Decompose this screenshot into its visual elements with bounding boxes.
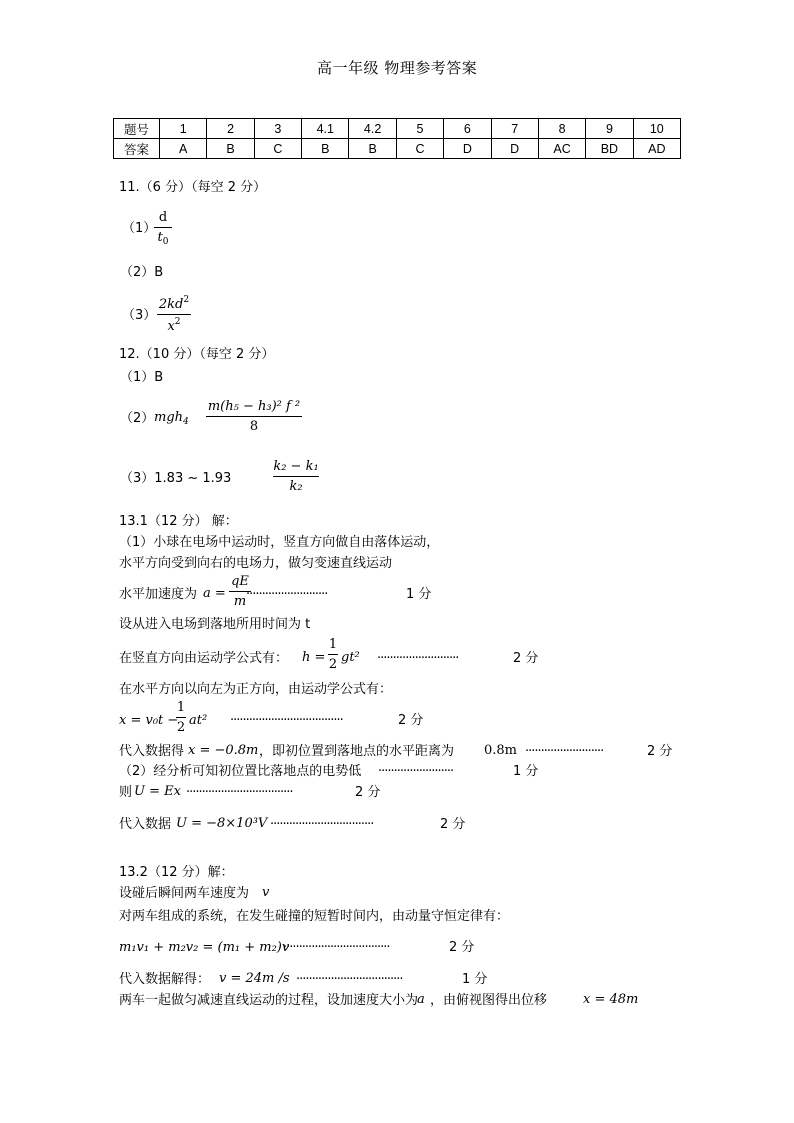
- table-cell: 9: [586, 119, 633, 139]
- leader-dots: ··································: [186, 785, 293, 800]
- q11-part1-label: （1）: [122, 221, 157, 236]
- table-cell: AC: [538, 139, 585, 159]
- table-header-cell: 答案: [114, 139, 160, 159]
- q13-2-heading: 13.2（12 分）解：: [119, 865, 234, 880]
- table-cell: 2: [207, 119, 254, 139]
- fraction-numerator: 1: [176, 700, 186, 715]
- q11-part3-fraction: [157, 296, 191, 333]
- fraction-numerator: 1: [328, 637, 338, 652]
- q11-heading: 11.（6 分）（每空 2 分）: [119, 180, 267, 195]
- table-cell: B: [302, 139, 349, 159]
- solution-line-text: 水平加速度为: [119, 587, 198, 602]
- expression-text: mgh: [154, 410, 184, 425]
- score-label: 1 分: [513, 764, 539, 779]
- variable: a: [417, 992, 425, 1007]
- q12-part2-label: （2）: [120, 411, 155, 426]
- leader-dots: ··························: [377, 651, 459, 666]
- score-label: 2 分: [398, 713, 424, 728]
- q12-heading: 12.（10 分）（每空 2 分）: [119, 347, 275, 362]
- solution-line-text: 设碰后瞬间两车速度为: [119, 886, 250, 901]
- denominator-superscript: 2: [174, 317, 181, 327]
- fraction-denominator: t: [157, 230, 163, 245]
- table-cell: BD: [586, 139, 633, 159]
- q12-part1: （1）B: [120, 370, 164, 385]
- equation-rhs: gt²: [341, 650, 360, 665]
- fraction-denominator: m: [233, 594, 247, 609]
- q13-1-heading: 13.1（12 分） 解：: [119, 514, 238, 529]
- equation-lhs: h =: [302, 650, 326, 665]
- leader-dots: ··························: [246, 587, 328, 602]
- equation: m₁v₁ + m₂v₂ = (m₁ + m₂)v: [119, 940, 290, 955]
- leader-dots: ························: [378, 764, 454, 779]
- fraction-bar: [206, 416, 302, 417]
- score-label: 2 分: [513, 651, 539, 666]
- score-label: 1 分: [462, 972, 488, 987]
- leader-dots: ·································: [270, 817, 374, 832]
- fraction-denominator: 2: [328, 657, 338, 672]
- fraction-denominator: k₂: [289, 479, 303, 494]
- fraction-denominator: 8: [249, 419, 259, 434]
- table-row-answers: [114, 139, 681, 159]
- table-cell: A: [160, 139, 207, 159]
- solution-line: 设从进入电场到落地所用时间为 t: [119, 617, 311, 632]
- solution-line: 水平方向受到向右的电场力，做匀变速直线运动: [119, 556, 393, 571]
- q11-part3-label: （3）: [122, 308, 157, 323]
- table-cell: 1: [160, 119, 207, 139]
- equation: U = −8×10³V: [176, 816, 268, 831]
- variable: v: [262, 885, 270, 900]
- table-cell: 4.1: [302, 119, 349, 139]
- fraction-bar: [273, 476, 319, 477]
- q11-part2: （2）B: [120, 265, 164, 280]
- table-cell: B: [349, 139, 396, 159]
- fraction-bar: [154, 227, 172, 228]
- score-label: 2 分: [647, 744, 673, 759]
- distance-value: 0.8m: [484, 743, 518, 758]
- q12-part3-label: （3）1.83 ~ 1.93: [120, 471, 232, 486]
- table-cell: 3: [254, 119, 301, 139]
- table-header-cell: 题号: [114, 119, 160, 139]
- table-cell: 5: [396, 119, 443, 139]
- q12-part3-fraction: [273, 460, 319, 493]
- solution-line-text: 在竖直方向由运动学公式有：: [119, 651, 289, 666]
- fraction-numerator: qE: [231, 574, 249, 589]
- table-cell: AD: [633, 139, 680, 159]
- table-cell: D: [444, 139, 491, 159]
- solution-line-text: ，由俯视图得出位移: [430, 993, 548, 1008]
- table-row-numbers: [114, 119, 681, 139]
- fraction-numerator: 2kd: [158, 297, 184, 312]
- table-cell: 4.2: [349, 119, 396, 139]
- fraction-bar: [176, 717, 186, 718]
- equation: x = 48m: [583, 992, 639, 1007]
- equation-lhs: x = v₀t −: [119, 713, 179, 728]
- q11-part1-fraction: [154, 211, 172, 247]
- half-fraction: [176, 701, 186, 734]
- equation-rhs: at²: [189, 713, 208, 728]
- table-cell: D: [491, 139, 538, 159]
- score-label: 1 分: [406, 587, 432, 602]
- leader-dots: ·························: [525, 744, 604, 759]
- fraction-bar: [157, 314, 191, 315]
- q12-part2-fraction: [206, 400, 302, 433]
- solution-line: 对两车组成的系统，在发生碰撞的短暂时间内，由动量守恒定律有：: [119, 909, 510, 924]
- solution-line-text: 代入数据解得：: [119, 972, 211, 987]
- fraction-bar: [328, 654, 338, 655]
- solution-line-text: 两车一起做匀减速直线运动的过程，设加速度大小为: [119, 993, 419, 1008]
- equation-lhs: a =: [203, 586, 226, 601]
- fraction-denominator: x: [167, 319, 175, 334]
- score-label: 2 分: [440, 817, 466, 832]
- leader-dots: ··································: [283, 940, 390, 955]
- fraction-denominator: 2: [176, 720, 186, 735]
- answer-table: [113, 118, 681, 159]
- fraction-numerator: d: [158, 210, 168, 225]
- solution-line-text: 代入数据得: [119, 744, 185, 759]
- score-label: 2 分: [449, 940, 475, 955]
- solution-line: （1）小球在电场中运动时，竖直方向做自由落体运动，: [119, 535, 440, 550]
- leader-dots: ····································: [230, 713, 343, 728]
- solution-line: 在水平方向以向左为正方向，由运动学公式有：: [119, 682, 393, 697]
- solution-line-text: （2）经分析可知初位置比落地点的电势低: [119, 764, 362, 779]
- leader-dots: ··································: [296, 972, 403, 987]
- table-cell: C: [254, 139, 301, 159]
- page-title: 高一年级 物理参考答案: [317, 59, 478, 77]
- table-cell: 8: [538, 119, 585, 139]
- solution-line-text: 代入数据: [119, 817, 172, 832]
- expression-subscript: 4: [183, 417, 189, 427]
- denominator-subscript: 0: [162, 237, 169, 247]
- fraction-numerator: m(h₅ − h₃)² f ²: [207, 399, 301, 414]
- equation: v = 24m /s: [219, 971, 290, 986]
- table-cell: C: [396, 139, 443, 159]
- score-label: 2 分: [355, 785, 381, 800]
- table-cell: 10: [633, 119, 680, 139]
- table-cell: B: [207, 139, 254, 159]
- q12-part2-expression: [154, 411, 189, 427]
- equation: x = −0.8m: [188, 743, 259, 758]
- solution-line-text: 则: [119, 785, 133, 800]
- solution-line-text: ，即初位置到落地点的水平距离为: [259, 744, 455, 759]
- equation: U = Ex: [134, 784, 181, 799]
- half-fraction: [328, 638, 338, 671]
- fraction-numerator: k₂ − k₁: [273, 459, 319, 474]
- numerator-superscript: 2: [183, 295, 190, 305]
- table-cell: 6: [444, 119, 491, 139]
- table-cell: 7: [491, 119, 538, 139]
